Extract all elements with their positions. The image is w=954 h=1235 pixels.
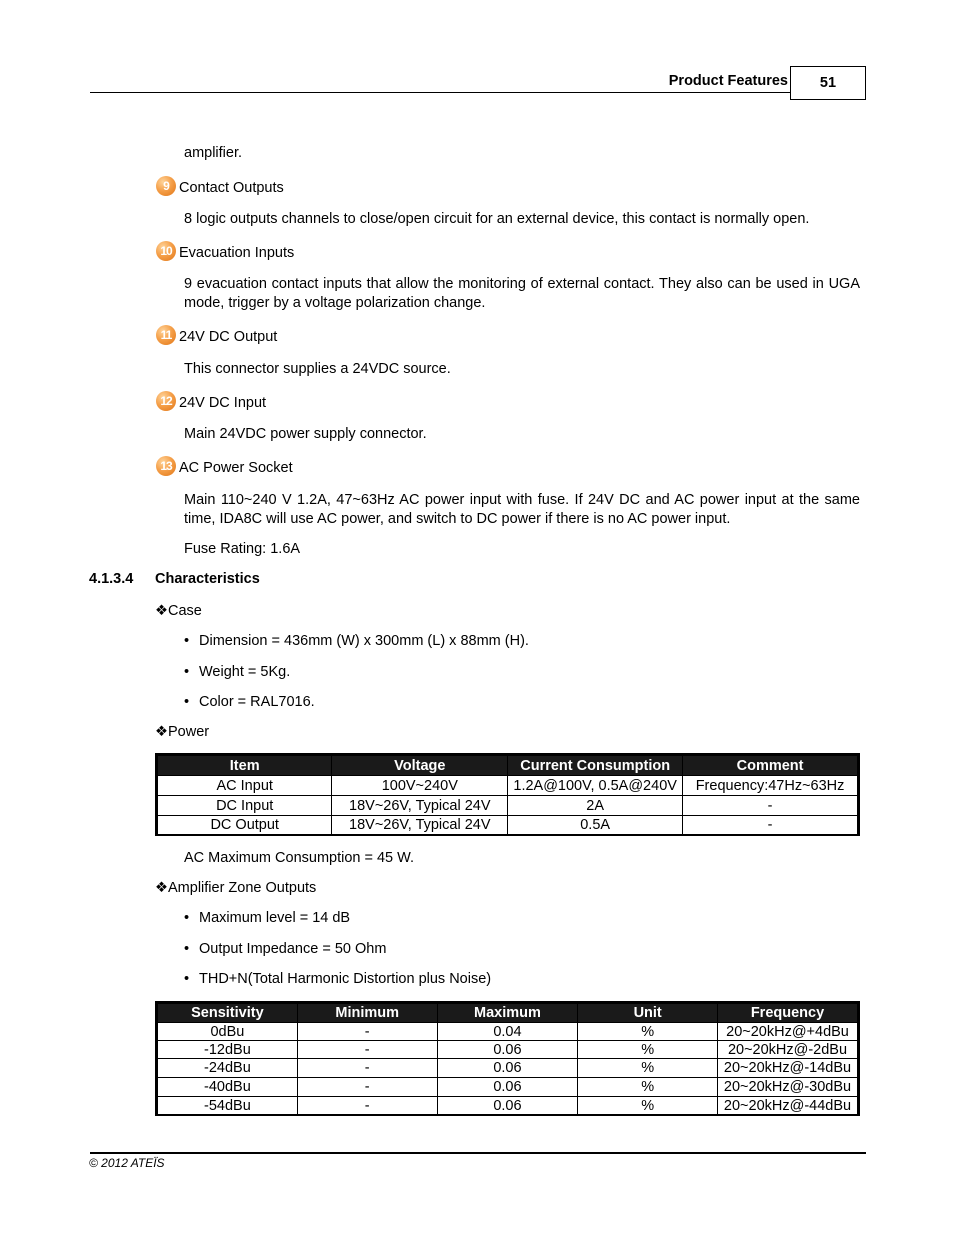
item-title-contact-outputs: Contact Outputs <box>179 180 284 196</box>
table-cell: 18V~26V, Typical 24V <box>332 816 508 835</box>
item-title-24v-dc-input: 24V DC Input <box>179 395 267 411</box>
table-cell: DC Input <box>158 796 332 816</box>
table-cell: - <box>297 1078 437 1097</box>
section-title: Characteristics <box>155 571 260 587</box>
table-cell: Frequency:47Hz~63Hz <box>683 776 858 796</box>
item-desc-ac-power-socket: Main 110~240 V 1.2A, 47~63Hz AC power input with fuse. If 24V DC and AC power input at the same time, IDA8C will use AC power, and switch to DC power if there is no AC power input. <box>184 492 860 527</box>
diamond-bullet-icon: ❖ <box>155 880 168 896</box>
bullet-dot-icon: • <box>184 633 190 649</box>
power-header-voltage: Voltage <box>332 756 508 776</box>
table-cell: 100V~240V <box>332 776 508 796</box>
table-cell: -40dBu <box>158 1078 298 1097</box>
number-13-icon: 13 <box>156 456 176 476</box>
thd-header-frequency: Frequency <box>718 1004 858 1023</box>
table-row <box>158 1078 858 1097</box>
table-cell: - <box>683 816 858 835</box>
table-row <box>158 776 858 796</box>
diamond-bullet-icon: ❖ <box>155 603 168 619</box>
header-title: Product Features <box>668 73 788 89</box>
bullet-dot-icon: • <box>184 910 190 926</box>
table-cell: 0.04 <box>437 1023 578 1041</box>
thd-header-sensitivity: Sensitivity <box>158 1004 298 1023</box>
item-desc-contact-outputs: 8 logic outputs channels to close/open circuit for an external device, this contact is normally open. <box>184 211 810 227</box>
power-table <box>155 753 860 836</box>
table-cell: AC Input <box>158 776 332 796</box>
thd-header-minimum: Minimum <box>297 1004 437 1023</box>
thd-table <box>155 1001 860 1116</box>
table-cell: - <box>297 1097 437 1115</box>
table-cell: 20~20kHz@-44dBu <box>718 1097 858 1115</box>
table-cell: - <box>683 796 858 816</box>
table-cell: 20~20kHz@+4dBu <box>718 1023 858 1041</box>
table-cell: % <box>578 1097 718 1115</box>
table-cell: - <box>297 1023 437 1041</box>
item-title-ac-power-socket: AC Power Socket <box>179 460 293 476</box>
bullet-dot-icon: • <box>184 971 190 987</box>
item-title-evacuation-inputs: Evacuation Inputs <box>179 245 295 261</box>
item-desc-evacuation-inputs: 9 evacuation contact inputs that allow the monitoring of external contact. They also can be used in UGA mode, trigger by a voltage polarization change. <box>184 276 860 311</box>
number-12-icon: 12 <box>156 391 176 411</box>
table-row <box>158 1023 858 1041</box>
table-cell: 0dBu <box>158 1023 298 1041</box>
bullet-dot-icon: • <box>184 664 190 680</box>
header-divider <box>90 92 790 93</box>
table-cell: - <box>297 1041 437 1059</box>
table-cell: 20~20kHz@-14dBu <box>718 1059 858 1078</box>
table-cell: % <box>578 1023 718 1041</box>
table-cell: 20~20kHz@-30dBu <box>718 1078 858 1097</box>
thd-header-maximum: Maximum <box>437 1004 578 1023</box>
ac-max-consumption: AC Maximum Consumption = 45 W. <box>184 850 415 866</box>
bullet-dot-icon: • <box>184 941 190 957</box>
thd-header-unit: Unit <box>578 1004 718 1023</box>
table-row <box>158 816 858 835</box>
list-item: • THD+N(Total Harmonic Distortion plus Noise) <box>184 971 492 987</box>
power-header-item: Item <box>158 756 332 776</box>
table-cell: 0.06 <box>437 1059 578 1078</box>
list-item: • Maximum level = 14 dB <box>184 910 351 926</box>
table-row <box>158 1097 858 1115</box>
table-cell: - <box>297 1059 437 1078</box>
case-heading: ❖Case <box>155 603 202 619</box>
item-title-24v-dc-output: 24V DC Output <box>179 329 278 345</box>
table-cell: -12dBu <box>158 1041 298 1059</box>
table-row <box>158 1059 858 1078</box>
table-cell: 20~20kHz@-2dBu <box>718 1041 858 1059</box>
table-cell: % <box>578 1041 718 1059</box>
power-heading: ❖Power <box>155 724 210 740</box>
number-11-icon: 11 <box>156 325 176 345</box>
table-cell: -54dBu <box>158 1097 298 1115</box>
table-cell: % <box>578 1078 718 1097</box>
list-item: • Weight = 5Kg. <box>184 664 291 680</box>
table-cell: 0.5A <box>508 816 683 835</box>
table-cell: 2A <box>508 796 683 816</box>
table-cell: 1.2A@100V, 0.5A@240V <box>508 776 683 796</box>
table-cell: DC Output <box>158 816 332 835</box>
item-desc-24v-dc-input: Main 24VDC power supply connector. <box>184 426 427 442</box>
section-number: 4.1.3.4 <box>89 571 134 587</box>
table-cell: 18V~26V, Typical 24V <box>332 796 508 816</box>
footer-divider <box>90 1152 866 1154</box>
footer-copyright: © 2012 ATEÏS <box>89 1156 165 1170</box>
table-cell: 0.06 <box>437 1041 578 1059</box>
power-header-comment: Comment <box>683 756 858 776</box>
number-10-icon: 10 <box>156 241 176 261</box>
table-cell: % <box>578 1059 718 1078</box>
table-row <box>158 796 858 816</box>
bullet-dot-icon: • <box>184 694 190 710</box>
table-row <box>158 1041 858 1059</box>
number-9-icon: 9 <box>156 176 176 196</box>
fuse-rating: Fuse Rating: 1.6A <box>184 541 301 557</box>
power-header-current: Current Consumption <box>508 756 683 776</box>
list-item: • Color = RAL7016. <box>184 694 315 710</box>
table-cell: 0.06 <box>437 1097 578 1115</box>
list-item: • Dimension = 436mm (W) x 300mm (L) x 88mm (H). <box>184 633 529 649</box>
list-item: • Output Impedance = 50 Ohm <box>184 941 387 957</box>
table-cell: -24dBu <box>158 1059 298 1078</box>
table-cell: 0.06 <box>437 1078 578 1097</box>
diamond-bullet-icon: ❖ <box>155 724 168 740</box>
page-number: 51 <box>790 66 866 100</box>
item-desc-24v-dc-output: This connector supplies a 24VDC source. <box>184 361 451 377</box>
intro-text: amplifier. <box>184 145 243 161</box>
amplifier-heading: ❖Amplifier Zone Outputs <box>155 880 317 896</box>
